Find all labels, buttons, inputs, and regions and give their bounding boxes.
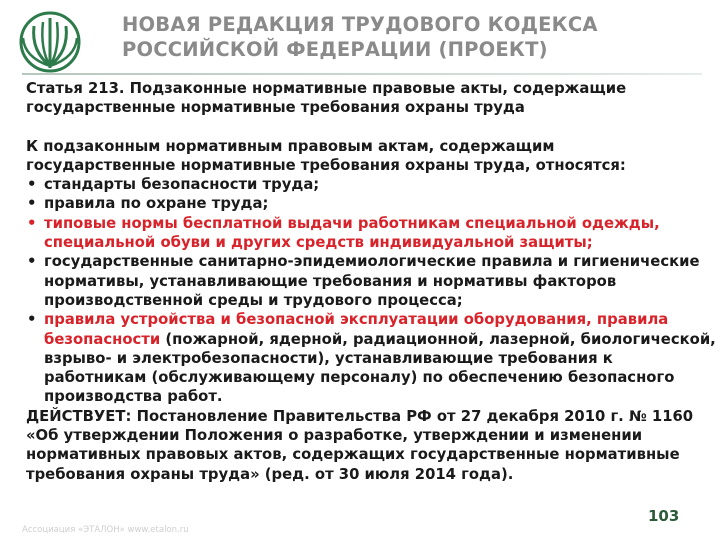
intro-paragraph bbox=[26, 137, 716, 176]
list-item-highlighted bbox=[26, 214, 716, 253]
bullet-icon: • bbox=[27, 214, 37, 232]
footer-watermark: Ассоциация «ЭТАЛОН» www.etalon.ru bbox=[22, 525, 189, 535]
requirements-list bbox=[26, 175, 716, 407]
article-heading bbox=[26, 79, 716, 118]
intro-line-1: К подзаконным нормативным правовым актам, содержащим bbox=[26, 137, 555, 155]
effective-act-paragraph: ДЕЙСТВУЕТ: Постановление Правительства РФ от 27 декабря 2010 г. № 1160 «Об утверждении Положения о разработке, утверждении и изменении нормативных правовых актов, содержащих государственные нормативные требования охраны труда» (ред. от 30 июля 2014 года). bbox=[26, 407, 694, 483]
list-item-text: (пожарной, ядерной, радиационной, лазерной, биологической, взрыво- и электробезопасности), устанавливающие требования к работникам (обслуживающему персоналу) по обеспечению безопасного производства работ. bbox=[44, 330, 716, 406]
page-number: 103 bbox=[648, 507, 680, 525]
list-item-text: государственные санитарно-эпидемиологические правила и гигиенические нормативы, устанавливающие требования и нормативы факторов производственной среды и трудового процесса; bbox=[44, 253, 700, 309]
bullet-icon: • bbox=[27, 176, 37, 194]
title-line-2: РОССИЙСКОЙ ФЕДЕРАЦИИ (ПРОЕКТ) bbox=[122, 38, 548, 61]
bullet-icon: • bbox=[27, 253, 37, 271]
list-item bbox=[26, 252, 716, 310]
title-divider bbox=[22, 73, 702, 75]
article-heading-line-1: Статья 213. Подзаконные нормативные правовые акты, содержащие bbox=[26, 80, 627, 97]
leaf-globe-logo bbox=[18, 10, 82, 74]
bullet-icon: • bbox=[27, 311, 37, 329]
list-item bbox=[26, 194, 716, 213]
title-line-1: НОВАЯ РЕДАКЦИЯ ТРУДОВОГО КОДЕКСА bbox=[122, 13, 598, 36]
intro-line-2: государственные нормативные требования охраны труда, относятся: bbox=[26, 156, 626, 174]
list-item-text: правила по охране труда; bbox=[44, 195, 269, 213]
bullet-icon: • bbox=[27, 195, 37, 213]
list-item-text: стандарты безопасности труда; bbox=[44, 176, 320, 194]
list-item bbox=[26, 310, 716, 406]
slide-body bbox=[26, 79, 716, 484]
list-item-text: типовые нормы бесплатной выдачи работникам специальной одежды, специальной обуви и других средств индивидуальной защиты; bbox=[44, 214, 660, 252]
article-heading-line-2: государственные нормативные требования охраны труда bbox=[26, 99, 525, 117]
slide-title bbox=[122, 12, 712, 62]
list-item-text-highlighted: правила устройства и безопасной эксплуатации оборудования, правила безопасности bbox=[44, 311, 669, 348]
list-item bbox=[26, 175, 716, 194]
